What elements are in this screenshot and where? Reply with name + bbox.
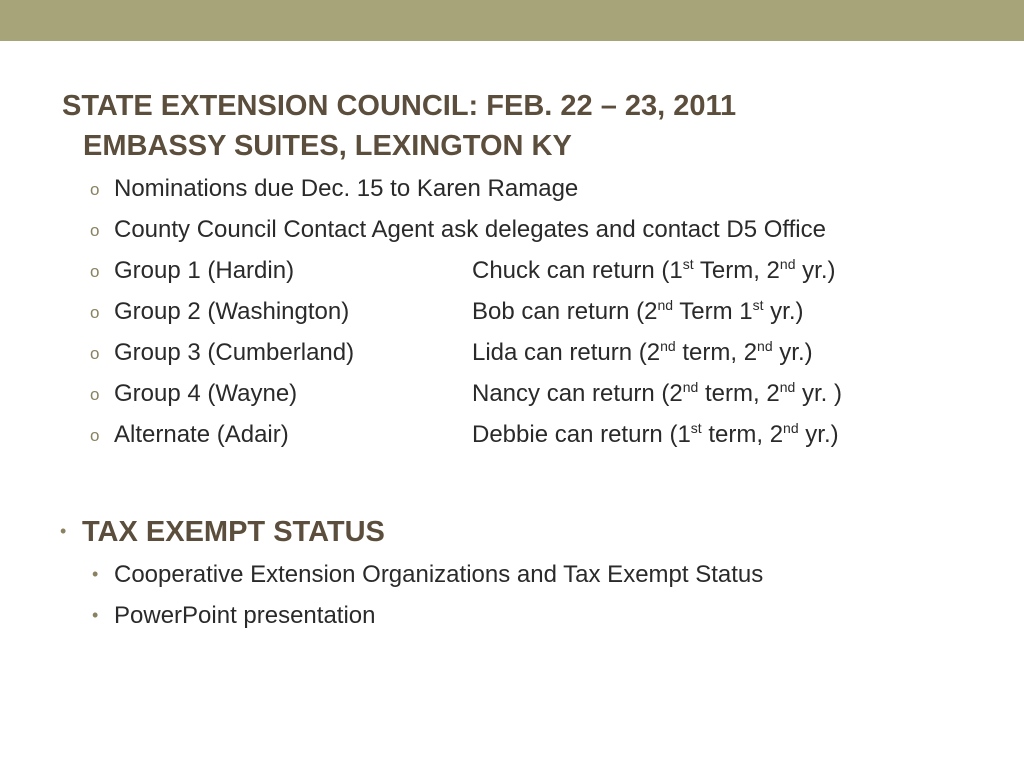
group-label: Group 2 (Washington): [114, 298, 350, 325]
group-label: Group 1 (Hardin): [114, 257, 295, 284]
item-text: Cooperative Extension Organizations and Tax Exempt Status: [114, 561, 764, 588]
list-item-group-4: [90, 379, 842, 410]
item-text: Nominations due Dec. 15 to Karen Ramage: [114, 175, 579, 202]
circle-bullet-icon: o: [90, 385, 100, 404]
group-label: Group 4 (Wayne): [114, 380, 298, 407]
list-item-powerpoint: [90, 600, 376, 631]
group-return-note: Nancy can return (2nd term, 2nd yr. ): [472, 379, 842, 407]
list-item-alternate: [90, 420, 839, 451]
group-label: Group 3 (Cumberland): [114, 339, 355, 366]
group-return-note: Bob can return (2nd Term 1st yr.): [472, 297, 804, 325]
circle-bullet-icon: o: [90, 303, 100, 322]
circle-bullet-icon: o: [90, 262, 100, 281]
council-heading: [62, 86, 736, 166]
group-return-note: Lida can return (2nd term, 2nd yr.): [472, 338, 813, 366]
list-item-group-3: [90, 338, 813, 369]
group-label: Alternate (Adair): [114, 421, 289, 448]
circle-bullet-icon: o: [90, 344, 100, 363]
circle-bullet-icon: o: [90, 180, 100, 199]
bullet-icon: •: [92, 564, 99, 584]
group-return-note: Debbie can return (1st term, 2nd yr.): [472, 420, 839, 448]
item-text: County Council Contact Agent ask delegates and contact D5 Office: [114, 216, 826, 243]
circle-bullet-icon: o: [90, 221, 100, 240]
list-item-group-2: [90, 297, 804, 328]
list-item-contact-agent: [90, 215, 826, 246]
group-return-note: Chuck can return (1st Term, 2nd yr.): [472, 256, 836, 284]
list-item-nominations: [90, 174, 578, 205]
section-title: TAX EXEMPT STATUS: [82, 516, 385, 548]
circle-bullet-icon: o: [90, 426, 100, 445]
bullet-icon: •: [92, 605, 99, 625]
bullet-icon: •: [60, 521, 67, 541]
list-item-coop-extension: [90, 559, 763, 590]
heading-line-1: STATE EXTENSION COUNCIL: FEB. 22 – 23, 2011: [62, 90, 737, 122]
item-text: PowerPoint presentation: [114, 602, 376, 629]
heading-line-2: EMBASSY SUITES, LEXINGTON KY: [83, 130, 572, 162]
list-item-group-1: [90, 256, 836, 287]
tax-exempt-heading: [60, 511, 385, 552]
